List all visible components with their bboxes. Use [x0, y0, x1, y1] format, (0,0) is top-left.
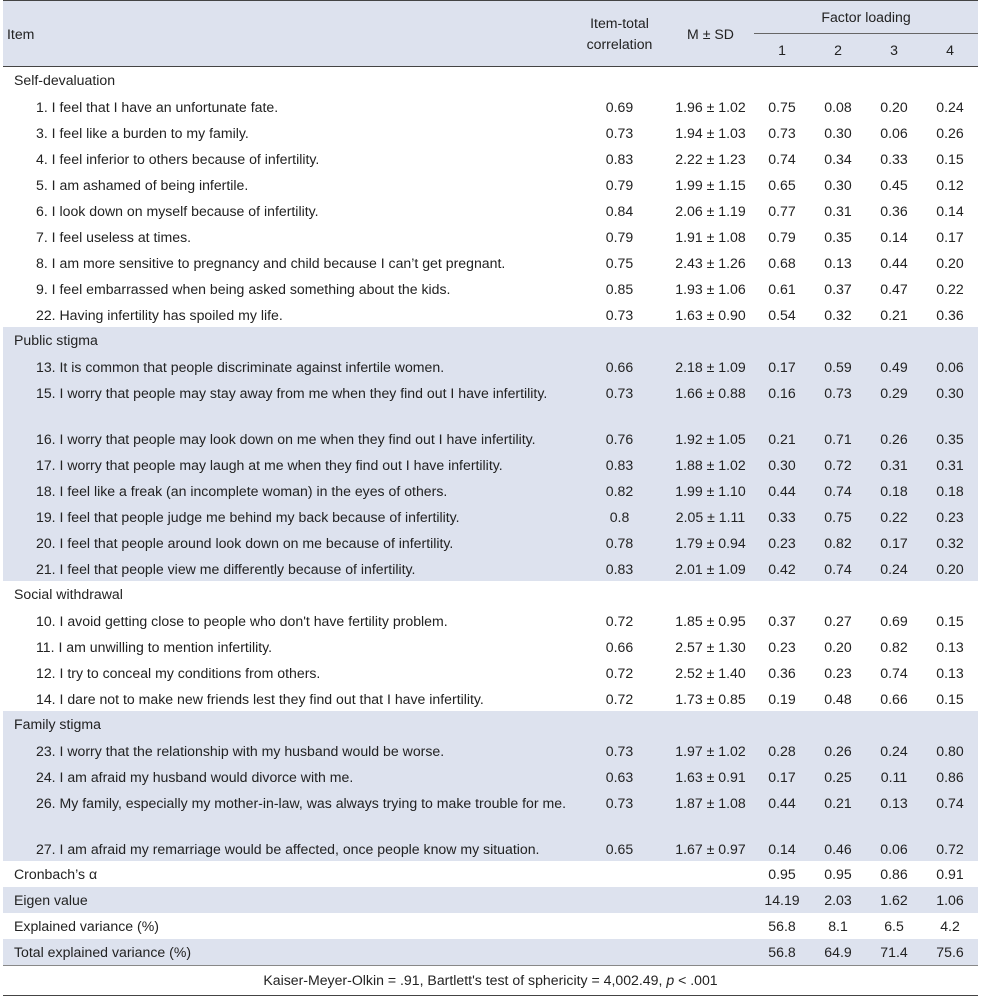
factor-loading-1: 0.36	[768, 665, 796, 681]
section-title: Public stigma	[14, 332, 98, 348]
factor-loading-4: 0.72	[936, 841, 964, 857]
item-total-correlation: 0.79	[605, 229, 634, 245]
item-total-correlation: 0.73	[605, 385, 634, 401]
factor-loading-3: 0.82	[880, 639, 908, 655]
table-row	[3, 685, 978, 711]
item-total-correlation: 0.79	[605, 177, 634, 193]
mean-sd: 1.79 ± 0.94	[675, 535, 746, 551]
factor-loading-1: 0.65	[768, 177, 796, 193]
mean-sd: 1.91 ± 1.08	[675, 229, 746, 245]
table-body	[3, 67, 978, 966]
factor-loading-1: 0.30	[768, 457, 796, 473]
factor-loading-3: 0.36	[880, 203, 908, 219]
factor-loading-1: 0.68	[768, 255, 796, 271]
item-total-correlation: 0.66	[605, 359, 634, 375]
factor-loading-1: 0.19	[768, 691, 796, 707]
factor-loading-1: 0.44	[768, 483, 796, 499]
factor-loading-3: 0.18	[880, 483, 908, 499]
item-text: 13. It is common that people discriminate against infertile women.	[36, 359, 445, 375]
table-row	[3, 223, 978, 249]
factor-loading-4: 0.20	[936, 255, 964, 271]
factor-loading-1: 0.73	[768, 125, 796, 141]
item-total-correlation: 0.83	[605, 151, 634, 167]
mean-sd: 1.93 ± 1.06	[675, 281, 746, 297]
item-total-correlation: 0.85	[605, 281, 634, 297]
factor-loading-2: 0.75	[824, 509, 852, 525]
factor-loading-3: 0.21	[880, 307, 908, 323]
factor-loading-4: 0.36	[936, 307, 964, 323]
table-row	[3, 275, 978, 301]
factor-loading-3: 0.20	[880, 99, 908, 115]
factor-loading-4: 0.15	[936, 151, 964, 167]
stat-row	[3, 887, 978, 913]
table-row	[3, 789, 978, 835]
factor-loading-1: 0.23	[768, 639, 796, 655]
factor-loading-4: 0.31	[936, 457, 964, 473]
item-text: 27. I am afraid my remarriage would be affected, once people know my situation.	[36, 841, 540, 857]
item-text: 23. I worry that the relationship with my husband would be worse.	[36, 743, 445, 759]
mean-sd: 1.99 ± 1.15	[675, 177, 746, 193]
factor-loading-3: 0.06	[880, 841, 908, 857]
factor-loading-3: 0.06	[880, 125, 908, 141]
header-factor-4: 4	[922, 34, 978, 67]
factor-loading-3: 0.22	[880, 509, 908, 525]
item-text: 4. I feel inferior to others because of infertility.	[36, 151, 320, 167]
factor-loading-2: 0.71	[824, 431, 852, 447]
item-text: 22. Having infertility has spoiled my life.	[36, 307, 283, 323]
stat-row	[3, 861, 978, 887]
stat-factor-1: 56.8	[768, 944, 796, 960]
mean-sd: 1.73 ± 0.85	[675, 691, 746, 707]
factor-loading-3: 0.17	[880, 535, 908, 551]
factor-loading-2: 0.46	[824, 841, 852, 857]
factor-loading-4: 0.14	[936, 203, 964, 219]
factor-loading-2: 0.74	[824, 483, 852, 499]
factor-loading-3: 0.24	[880, 743, 908, 759]
item-total-correlation: 0.76	[605, 431, 634, 447]
stat-label: Eigen value	[14, 892, 88, 908]
stat-factor-2: 2.03	[824, 892, 852, 908]
table-row	[3, 763, 978, 789]
item-total-correlation: 0.73	[605, 743, 634, 759]
table-row	[3, 301, 978, 327]
mean-sd: 2.01 ± 1.09	[675, 561, 746, 577]
stat-factor-1: 0.95	[768, 866, 796, 882]
stat-factor-3: 1.62	[880, 892, 908, 908]
factor-loading-4: 0.30	[936, 385, 964, 401]
header-factor-2: 2	[810, 34, 866, 67]
stat-row	[3, 939, 978, 966]
section-title: Family stigma	[14, 716, 101, 732]
item-text: 5. I am ashamed of being infertile.	[36, 177, 249, 193]
header-mean-sd: M ± SD	[667, 1, 754, 67]
table-row	[3, 425, 978, 451]
item-total-correlation: 0.73	[605, 795, 634, 811]
factor-loading-2: 0.30	[824, 125, 852, 141]
item-text: 26. My family, especially my mother-in-law, was always trying to make trouble for me.	[36, 795, 566, 811]
factor-loading-1: 0.17	[768, 359, 796, 375]
stat-label: Explained variance (%)	[14, 918, 159, 934]
item-text: 16. I worry that people may look down on me when they find out I have infertility.	[36, 431, 536, 447]
factor-loading-4: 0.15	[936, 691, 964, 707]
factor-loading-1: 0.17	[768, 769, 796, 785]
stat-factor-3: 71.4	[880, 944, 908, 960]
section-row	[3, 581, 978, 607]
mean-sd: 1.63 ± 0.90	[675, 307, 746, 323]
stat-row	[3, 913, 978, 939]
factor-loading-4: 0.35	[936, 431, 964, 447]
table-row	[3, 503, 978, 529]
factor-loading-3: 0.49	[880, 359, 908, 375]
item-total-correlation: 0.84	[605, 203, 634, 219]
table-row	[3, 249, 978, 275]
table-row	[3, 197, 978, 223]
mean-sd: 2.43 ± 1.26	[675, 255, 746, 271]
footnote-p-symbol: p	[666, 972, 675, 988]
factor-loading-3: 0.33	[880, 151, 908, 167]
factor-loading-2: 0.34	[824, 151, 852, 167]
item-text: 24. I am afraid my husband would divorce with me.	[36, 769, 354, 785]
factor-loading-1: 0.42	[768, 561, 796, 577]
factor-loading-4: 0.22	[936, 281, 964, 297]
factor-loading-4: 0.74	[936, 795, 964, 811]
factor-loading-1: 0.77	[768, 203, 796, 219]
factor-loading-1: 0.23	[768, 535, 796, 551]
factor-loading-2: 0.72	[824, 457, 852, 473]
item-text: 18. I feel like a freak (an incomplete woman) in the eyes of others.	[36, 483, 448, 499]
table-row	[3, 477, 978, 503]
factor-loading-4: 0.13	[936, 639, 964, 655]
factor-loading-3: 0.74	[880, 665, 908, 681]
header-item-total-correlation: Item-total correlation	[572, 1, 667, 67]
factor-loading-1: 0.75	[768, 99, 796, 115]
factor-loading-1: 0.74	[768, 151, 796, 167]
factor-loading-4: 0.23	[936, 509, 964, 525]
factor-loading-2: 0.20	[824, 639, 852, 655]
mean-sd: 1.99 ± 1.10	[675, 483, 746, 499]
table-row	[3, 145, 978, 171]
table-row	[3, 119, 978, 145]
item-total-correlation: 0.73	[605, 307, 634, 323]
item-text: 20. I feel that people around look down on me because of infertility.	[36, 535, 454, 551]
factor-loading-4: 0.26	[936, 125, 964, 141]
factor-loading-2: 0.13	[824, 255, 852, 271]
factor-loading-2: 0.82	[824, 535, 852, 551]
factor-loading-1: 0.79	[768, 229, 796, 245]
factor-loading-3: 0.47	[880, 281, 908, 297]
item-text: 14. I dare not to make new friends lest they find out that I have infertility.	[36, 691, 484, 707]
factor-loading-4: 0.18	[936, 483, 964, 499]
factor-loading-2: 0.30	[824, 177, 852, 193]
item-text: 10. I avoid getting close to people who don't have fertility problem.	[36, 613, 448, 629]
factor-loading-3: 0.11	[880, 769, 908, 785]
header-item: Item	[3, 1, 572, 67]
factor-loading-3: 0.66	[880, 691, 908, 707]
header-factor-3: 3	[866, 34, 922, 67]
item-text: 17. I worry that people may laugh at me when they find out I have infertility.	[36, 457, 503, 473]
factor-loading-2: 0.23	[824, 665, 852, 681]
factor-loading-2: 0.27	[824, 613, 852, 629]
item-text: 21. I feel that people view me differently because of infertility.	[36, 561, 416, 577]
factor-loading-3: 0.69	[880, 613, 908, 629]
mean-sd: 1.96 ± 1.02	[675, 99, 746, 115]
item-text: 8. I am more sensitive to pregnancy and child because I can’t get pregnant.	[36, 255, 506, 271]
footnote-p-value: < .001	[674, 972, 718, 988]
mean-sd: 2.22 ± 1.23	[675, 151, 746, 167]
item-total-correlation: 0.65	[605, 841, 634, 857]
item-text: 15. I worry that people may stay away from me when they find out I have infertility.	[36, 385, 548, 401]
stat-factor-2: 64.9	[824, 944, 852, 960]
factor-loading-2: 0.74	[824, 561, 852, 577]
section-row	[3, 327, 978, 353]
mean-sd: 1.94 ± 1.03	[675, 125, 746, 141]
header-factor-1: 1	[754, 34, 810, 67]
factor-loading-1: 0.14	[768, 841, 796, 857]
factor-loading-4: 0.06	[936, 359, 964, 375]
table-row	[3, 451, 978, 477]
factor-loading-4: 0.17	[936, 229, 964, 245]
section-title: Social withdrawal	[14, 586, 123, 602]
item-text: 11. I am unwilling to mention infertility.	[36, 639, 273, 655]
stat-factor-4: 4.2	[940, 918, 960, 934]
factor-loading-4: 0.80	[936, 743, 964, 759]
stat-factor-4: 1.06	[936, 892, 964, 908]
factor-loading-1: 0.21	[768, 431, 796, 447]
factor-loading-2: 0.31	[824, 203, 852, 219]
section-title: Self-devaluation	[14, 72, 116, 88]
factor-loading-1: 0.33	[768, 509, 796, 525]
factor-loading-4: 0.13	[936, 665, 964, 681]
item-total-correlation: 0.82	[605, 483, 634, 499]
mean-sd: 1.87 ± 1.08	[675, 795, 746, 811]
stat-factor-1: 56.8	[768, 918, 796, 934]
header-factor-loading: Factor loading	[754, 1, 978, 34]
factor-loading-2: 0.35	[824, 229, 852, 245]
footnote-text: Kaiser-Meyer-Olkin = .91, Bartlett's test of sphericity = 4,002.49,	[263, 972, 667, 988]
factor-loading-4: 0.24	[936, 99, 964, 115]
factor-loading-2: 0.21	[824, 795, 852, 811]
stat-factor-2: 8.1	[828, 918, 848, 934]
factor-loading-3: 0.29	[880, 385, 908, 401]
factor-loading-1: 0.28	[768, 743, 796, 759]
table-row	[3, 607, 978, 633]
item-total-correlation: 0.63	[605, 769, 634, 785]
stat-factor-2: 0.95	[824, 866, 852, 882]
mean-sd: 1.97 ± 1.02	[675, 743, 746, 759]
item-total-correlation: 0.83	[605, 561, 634, 577]
stat-factor-3: 0.86	[880, 866, 908, 882]
factor-loading-2: 0.73	[824, 385, 852, 401]
factor-loading-1: 0.54	[768, 307, 796, 323]
mean-sd: 2.05 ± 1.11	[675, 509, 746, 525]
table-row	[3, 835, 978, 861]
table-footnote	[3, 966, 978, 996]
section-row	[3, 711, 978, 737]
table-row	[3, 555, 978, 581]
stat-factor-1: 14.19	[764, 892, 800, 908]
mean-sd: 1.85 ± 0.95	[675, 613, 746, 629]
mean-sd: 1.88 ± 1.02	[675, 457, 746, 473]
table-row	[3, 529, 978, 555]
table-header	[3, 1, 978, 67]
factor-loading-1: 0.37	[768, 613, 796, 629]
item-total-correlation: 0.72	[605, 691, 634, 707]
factor-loading-4: 0.32	[936, 535, 964, 551]
item-total-correlation: 0.8	[609, 509, 630, 525]
factor-loading-4: 0.86	[936, 769, 964, 785]
factor-loading-3: 0.31	[880, 457, 908, 473]
factor-loading-4: 0.12	[936, 177, 964, 193]
stat-label: Cronbach’s α	[14, 866, 98, 882]
factor-loading-2: 0.59	[824, 359, 852, 375]
stat-factor-4: 75.6	[936, 944, 964, 960]
item-text: 7. I feel useless at times.	[36, 229, 192, 245]
mean-sd: 2.18 ± 1.09	[675, 359, 746, 375]
item-total-correlation: 0.69	[605, 99, 634, 115]
mean-sd: 2.57 ± 1.30	[675, 639, 746, 655]
table-row	[3, 737, 978, 763]
mean-sd: 1.66 ± 0.88	[675, 385, 746, 401]
factor-loading-2: 0.48	[824, 691, 852, 707]
mean-sd: 1.63 ± 0.91	[675, 769, 746, 785]
factor-loading-3: 0.24	[880, 561, 908, 577]
table-row	[3, 659, 978, 685]
stat-label: Total explained variance (%)	[14, 944, 192, 960]
mean-sd: 1.67 ± 0.97	[675, 841, 746, 857]
factor-loading-1: 0.61	[768, 281, 796, 297]
item-text: 19. I feel that people judge me behind my back because of infertility.	[36, 509, 460, 525]
table-row	[3, 379, 978, 425]
factor-loading-2: 0.25	[824, 769, 852, 785]
mean-sd: 2.06 ± 1.19	[675, 203, 746, 219]
item-text: 3. I feel like a burden to my family.	[36, 125, 249, 141]
factor-loading-2: 0.26	[824, 743, 852, 759]
item-total-correlation: 0.75	[605, 255, 634, 271]
item-total-correlation: 0.78	[605, 535, 634, 551]
factor-loading-2: 0.08	[824, 99, 852, 115]
stat-factor-4: 0.91	[936, 866, 964, 882]
factor-loading-3: 0.45	[880, 177, 908, 193]
item-total-correlation: 0.73	[605, 125, 634, 141]
item-total-correlation: 0.72	[605, 613, 634, 629]
factor-loading-1: 0.16	[768, 385, 796, 401]
factor-loading-2: 0.37	[824, 281, 852, 297]
mean-sd: 1.92 ± 1.05	[675, 431, 746, 447]
item-total-correlation: 0.83	[605, 457, 634, 473]
table-row	[3, 353, 978, 379]
item-text: 9. I feel embarrassed when being asked something about the kids.	[36, 281, 451, 297]
item-text: 1. I feel that I have an unfortunate fate.	[36, 99, 279, 115]
factor-loading-3: 0.44	[880, 255, 908, 271]
table-row	[3, 171, 978, 197]
item-text: 12. I try to conceal my conditions from others.	[36, 665, 321, 681]
table-row	[3, 633, 978, 659]
factor-loading-3: 0.13	[880, 795, 908, 811]
factor-analysis-table	[3, 0, 978, 996]
factor-loading-1: 0.44	[768, 795, 796, 811]
item-text: 6. I look down on myself because of infertility.	[36, 203, 319, 219]
item-total-correlation: 0.66	[605, 639, 634, 655]
mean-sd: 2.52 ± 1.40	[675, 665, 746, 681]
factor-loading-4: 0.20	[936, 561, 964, 577]
section-row	[3, 67, 978, 94]
stat-factor-3: 6.5	[884, 918, 904, 934]
table-row	[3, 93, 978, 119]
factor-loading-2: 0.32	[824, 307, 852, 323]
factor-loading-3: 0.14	[880, 229, 908, 245]
factor-loading-3: 0.26	[880, 431, 908, 447]
item-total-correlation: 0.72	[605, 665, 634, 681]
factor-loading-4: 0.15	[936, 613, 964, 629]
